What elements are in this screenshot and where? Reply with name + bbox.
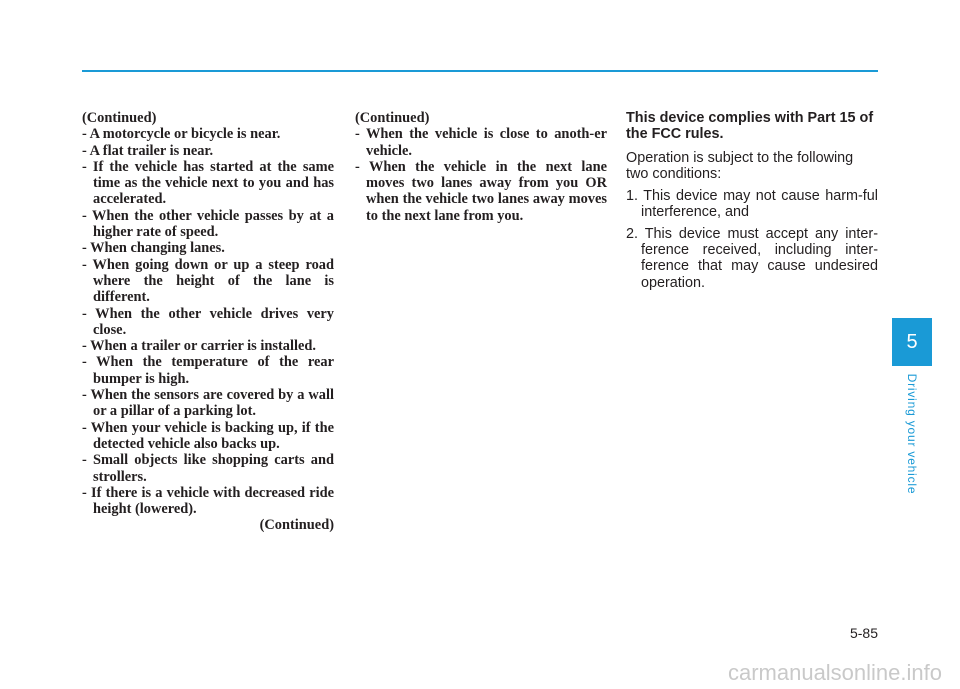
list-item: - When changing lanes. xyxy=(82,240,225,257)
list-item: - When the vehicle in the next lane moves two lanes away from you OR when the vehicle two lanes away moves to the next lane from you. xyxy=(355,158,607,224)
list-item: - When the temperature of the rear bumper is high. xyxy=(82,354,334,387)
list-item: 2. This device must accept any inter-ference received, including inter-ference that may cause undesired operation. xyxy=(626,225,878,291)
list-item: - When the sensors are covered by a wall or a pillar of a parking lot. xyxy=(82,387,334,420)
watermark: carmanualsonline.info xyxy=(727,660,942,685)
list-item: - When going down or up a steep road where the height of the lane is different. xyxy=(82,256,334,306)
list-item: - When the other vehicle drives very close. xyxy=(82,305,334,338)
condition-list xyxy=(355,126,607,224)
continued-label-bottom: (Continued) xyxy=(259,517,334,534)
header-rule xyxy=(82,70,878,72)
chapter-number: 5 xyxy=(906,330,918,353)
list-item: - When your vehicle is backing up, if the detected vehicle also backs up. xyxy=(82,419,334,452)
fcc-conditions-list xyxy=(626,188,878,291)
list-item: - When the other vehicle passes by at a higher rate of speed. xyxy=(82,207,334,241)
list-item: - If there is a vehicle with decreased ride height (lowered). xyxy=(82,484,334,518)
list-item: - When the vehicle is close to anoth-er vehicle. xyxy=(355,126,607,159)
column-middle xyxy=(355,110,607,224)
chapter-tab xyxy=(892,318,932,366)
continued-label-top: (Continued) xyxy=(82,110,157,126)
list-item: - When a trailer or carrier is installed. xyxy=(82,338,316,355)
fcc-intro: Operation is subject to the following two conditions: xyxy=(626,149,854,182)
list-item: - Small objects like shopping carts and strollers. xyxy=(82,452,334,485)
continued-label-top: (Continued) xyxy=(355,110,430,126)
column-right xyxy=(626,110,878,296)
condition-list xyxy=(82,126,334,517)
column-left xyxy=(82,110,334,534)
page-number: 5-85 xyxy=(849,625,878,641)
list-item: - A flat trailer is near. xyxy=(82,142,214,159)
chapter-title: Driving your vehicle xyxy=(905,373,919,495)
list-item: 1. This device may not cause harm-ful interference, and xyxy=(626,188,878,221)
list-item: - If the vehicle has started at the same time as the vehicle next to you and has accelerated. xyxy=(82,158,334,208)
list-item: - A motorcycle or bicycle is near. xyxy=(82,126,281,143)
fcc-heading: This device complies with Part 15 of the FCC rules. xyxy=(626,110,874,143)
